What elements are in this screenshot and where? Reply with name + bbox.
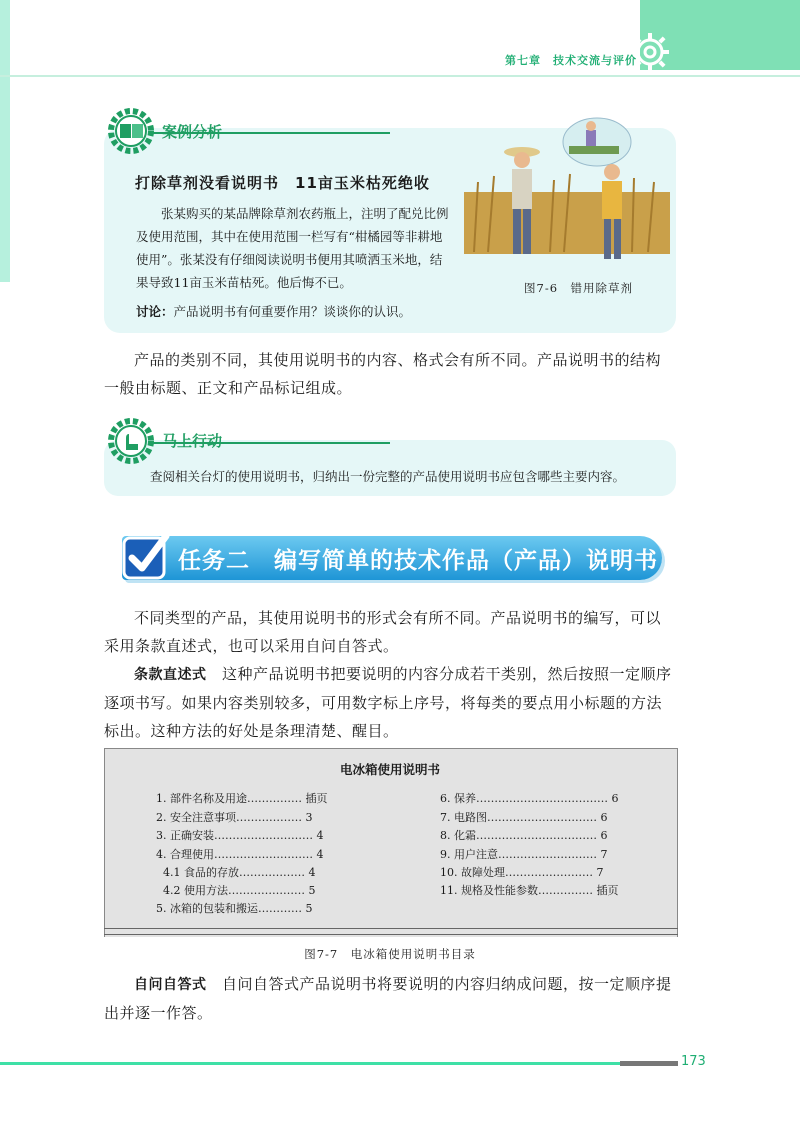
toc-divider	[104, 934, 678, 935]
book-gear-icon	[104, 104, 158, 158]
qa-paragraph	[104, 970, 676, 1027]
case-title: 打除草剂没看说明书 11亩玉米枯死绝收	[135, 174, 430, 192]
task-title: 任务二 编写简单的技术作品（产品）说明书	[178, 548, 658, 574]
action-text: 查阅相关台灯的使用说明书，归纳出一份完整的产品使用说明书应包含哪些主要内容。	[150, 469, 626, 484]
types-paragraph: 不同类型的产品，其使用说明书的形式会有所不同。产品说明书的编写，可以采用条款直述式，也可以采用自问自答式。	[104, 609, 662, 655]
itemized-paragraph	[104, 660, 676, 745]
figure-7-7-caption: 图7-7 电冰箱使用说明书目录	[304, 947, 476, 961]
chapter-header: 第七章 技术交流与评价	[505, 54, 637, 67]
toc-item: 4.1 食品的存放……………… 4	[163, 866, 316, 879]
structure-paragraph: 产品的类别不同，其使用说明书的内容、格式会有所不同。产品说明书的结构一般由标题、正文和产品标记组成。	[104, 351, 662, 397]
footer-accent	[620, 1061, 678, 1066]
header-divider	[0, 75, 800, 77]
itemized-text: 这种产品说明书把要说明的内容分成若干类别，然后按照一定顺序逐项书写。如果内容类别较多，可用数字标上序号，将每类的要点用小标题的方法标出。这种方法的好处是条理清楚、醒目。	[104, 665, 672, 740]
toc-item: 3. 正确安装……………………… 4	[156, 829, 324, 842]
itemized-term: 条款直述式	[134, 667, 207, 683]
toc-item: 5. 冰箱的包装和搬运………… 5	[156, 902, 313, 915]
hand-gear-icon	[104, 414, 158, 468]
qa-text: 自问自答式产品说明书将要说明的内容归纳成问题，按一定顺序提出并逐一作答。	[104, 975, 672, 1022]
farmer-cornfield-illustration	[464, 112, 670, 272]
toc-item: 10. 故障处理…………………… 7	[440, 866, 604, 879]
left-margin-bar	[0, 0, 10, 282]
case-discussion	[136, 302, 411, 320]
toc-item: 4. 合理使用……………………… 4	[156, 848, 324, 861]
case-analysis-label: 案例分析	[162, 123, 223, 141]
toc-title: 电冰箱使用说明书	[339, 762, 440, 777]
toc-item: 8. 化霜…………………………… 6	[440, 829, 608, 842]
toc-divider	[104, 928, 678, 929]
toc-item: 2. 安全注意事项……………… 3	[156, 811, 313, 824]
toc-item: 9. 用户注意……………………… 7	[440, 848, 608, 861]
footer-line	[0, 1062, 620, 1065]
toc-item: 11. 规格及性能参数…………… 插页	[440, 884, 619, 897]
checkmark-icon	[120, 528, 174, 582]
qa-term: 自问自答式	[134, 977, 207, 993]
toc-item: 7. 电路图………………………… 6	[440, 811, 608, 824]
figure-7-6-caption: 图7-6 错用除草剂	[524, 281, 634, 295]
toc-item: 4.2 使用方法………………… 5	[163, 884, 316, 897]
discussion-text: 产品说明书有何重要作用？谈谈你的认识。	[173, 304, 412, 319]
discussion-label: 讨论：	[136, 304, 174, 319]
page-number: 173	[681, 1054, 706, 1069]
case-body-text: 张某购买的某品牌除草剂农药瓶上，注明了配兑比例及使用范围，其中在使用范围一栏写有“柑橘园等非耕地使用”。张某没有仔细阅读说明书便用其喷洒玉米地，结果导致11亩玉米苗枯死。他后悔不已。	[136, 206, 449, 290]
toc-item: 1. 部件名称及用途…………… 插页	[156, 792, 328, 805]
action-label: 马上行动	[162, 432, 223, 450]
toc-item: 6. 保养……………………………… 6	[440, 792, 619, 805]
